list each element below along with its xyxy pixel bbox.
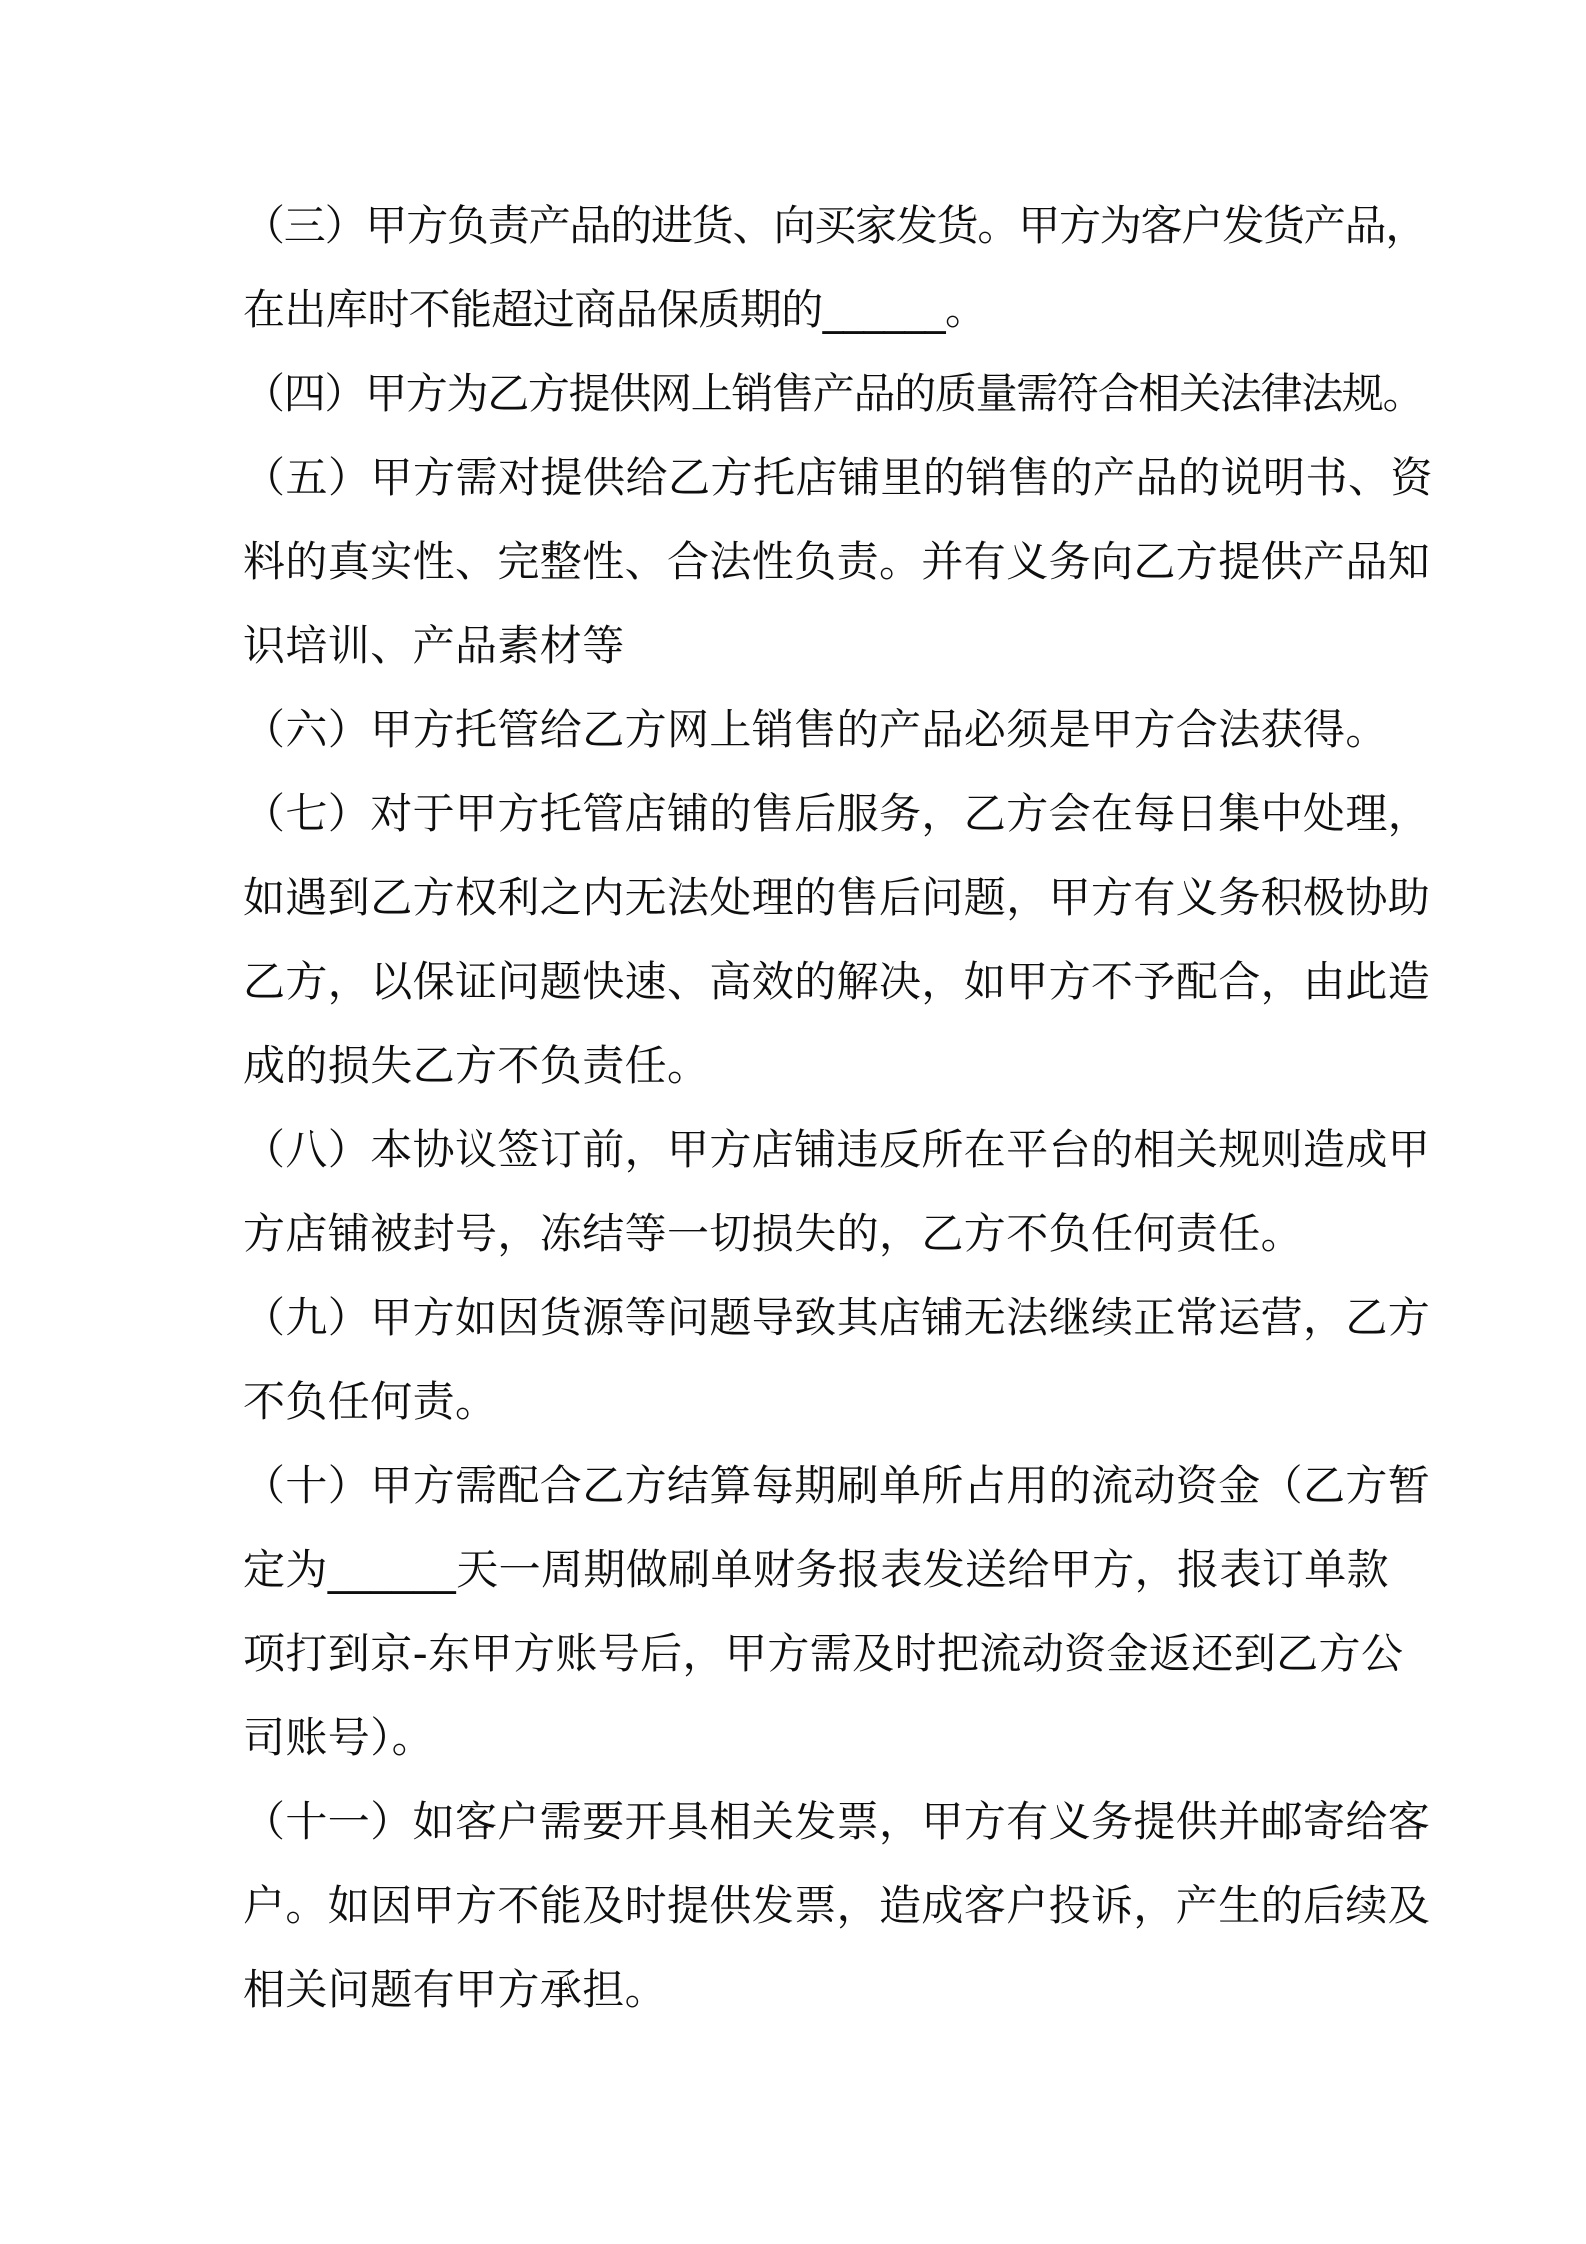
clause-11-line-3: 相关问题有甲方承担。 bbox=[243, 1965, 668, 2014]
clause-5-line-1: （五）甲方需对提供给乙方托店铺里的销售的产品的说明书、资 bbox=[243, 453, 1434, 502]
clause-10-line-4: 司账号）。 bbox=[243, 1713, 435, 1762]
clause-11-line-2: 户。如因甲方不能及时提供发票，造成客户投诉，产生的后续及 bbox=[243, 1881, 1431, 1930]
clause-7-line-3: 乙方，以保证问题快速、高效的解决，如甲方不予配合，由此造 bbox=[243, 957, 1431, 1006]
clause-3-line-2: 在出库时不能超过商品保质期的______。 bbox=[243, 285, 987, 334]
clause-7-line-4: 成的损失乙方不负责任。 bbox=[243, 1041, 710, 1090]
clause-9-line-1: （九）甲方如因货源等问题导致其店铺无法继续正常运营，乙方 bbox=[243, 1293, 1431, 1342]
clause-3-line-1: （三）甲方负责产品的进货、向买家发货。甲方为客户发货产品， bbox=[243, 201, 1427, 250]
clause-4-line-1: （四）甲方为乙方提供网上销售产品的质量需符合相关法律法规。 bbox=[243, 369, 1424, 418]
clause-7-line-2: 如遇到乙方权利之内无法处理的售后问题，甲方有义务积极协助 bbox=[243, 873, 1431, 922]
clause-10-line-3: 项打到京-东甲方账号后，甲方需及时把流动资金返还到乙方公 bbox=[243, 1629, 1404, 1678]
clause-10-line-2: 定为______天一周期做刷单财务报表发送给甲方，报表订单款 bbox=[243, 1545, 1390, 1594]
clause-11-line-1: （十一）如客户需要开具相关发票，甲方有义务提供并邮寄给客 bbox=[243, 1797, 1431, 1846]
clause-10-line-1: （十）甲方需配合乙方结算每期刷单所占用的流动资金（乙方暂 bbox=[243, 1461, 1431, 1510]
clause-6-line-1: （六）甲方托管给乙方网上销售的产品必须是甲方合法获得。 bbox=[243, 705, 1388, 754]
clause-8-line-2: 方店铺被封号，冻结等一切损失的，乙方不负任何责任。 bbox=[243, 1209, 1304, 1258]
clause-5-line-2: 料的真实性、完整性、合法性负责。并有义务向乙方提供产品知 bbox=[243, 537, 1431, 586]
clause-9-line-2: 不负任何责。 bbox=[243, 1377, 498, 1426]
clause-8-line-1: （八）本协议签订前，甲方店铺违反所在平台的相关规则造成甲 bbox=[243, 1125, 1431, 1174]
clause-5-line-3: 识培训、产品素材等 bbox=[243, 621, 625, 670]
clause-7-line-1: （七）对于甲方托管店铺的售后服务，乙方会在每日集中处理， bbox=[243, 789, 1431, 838]
